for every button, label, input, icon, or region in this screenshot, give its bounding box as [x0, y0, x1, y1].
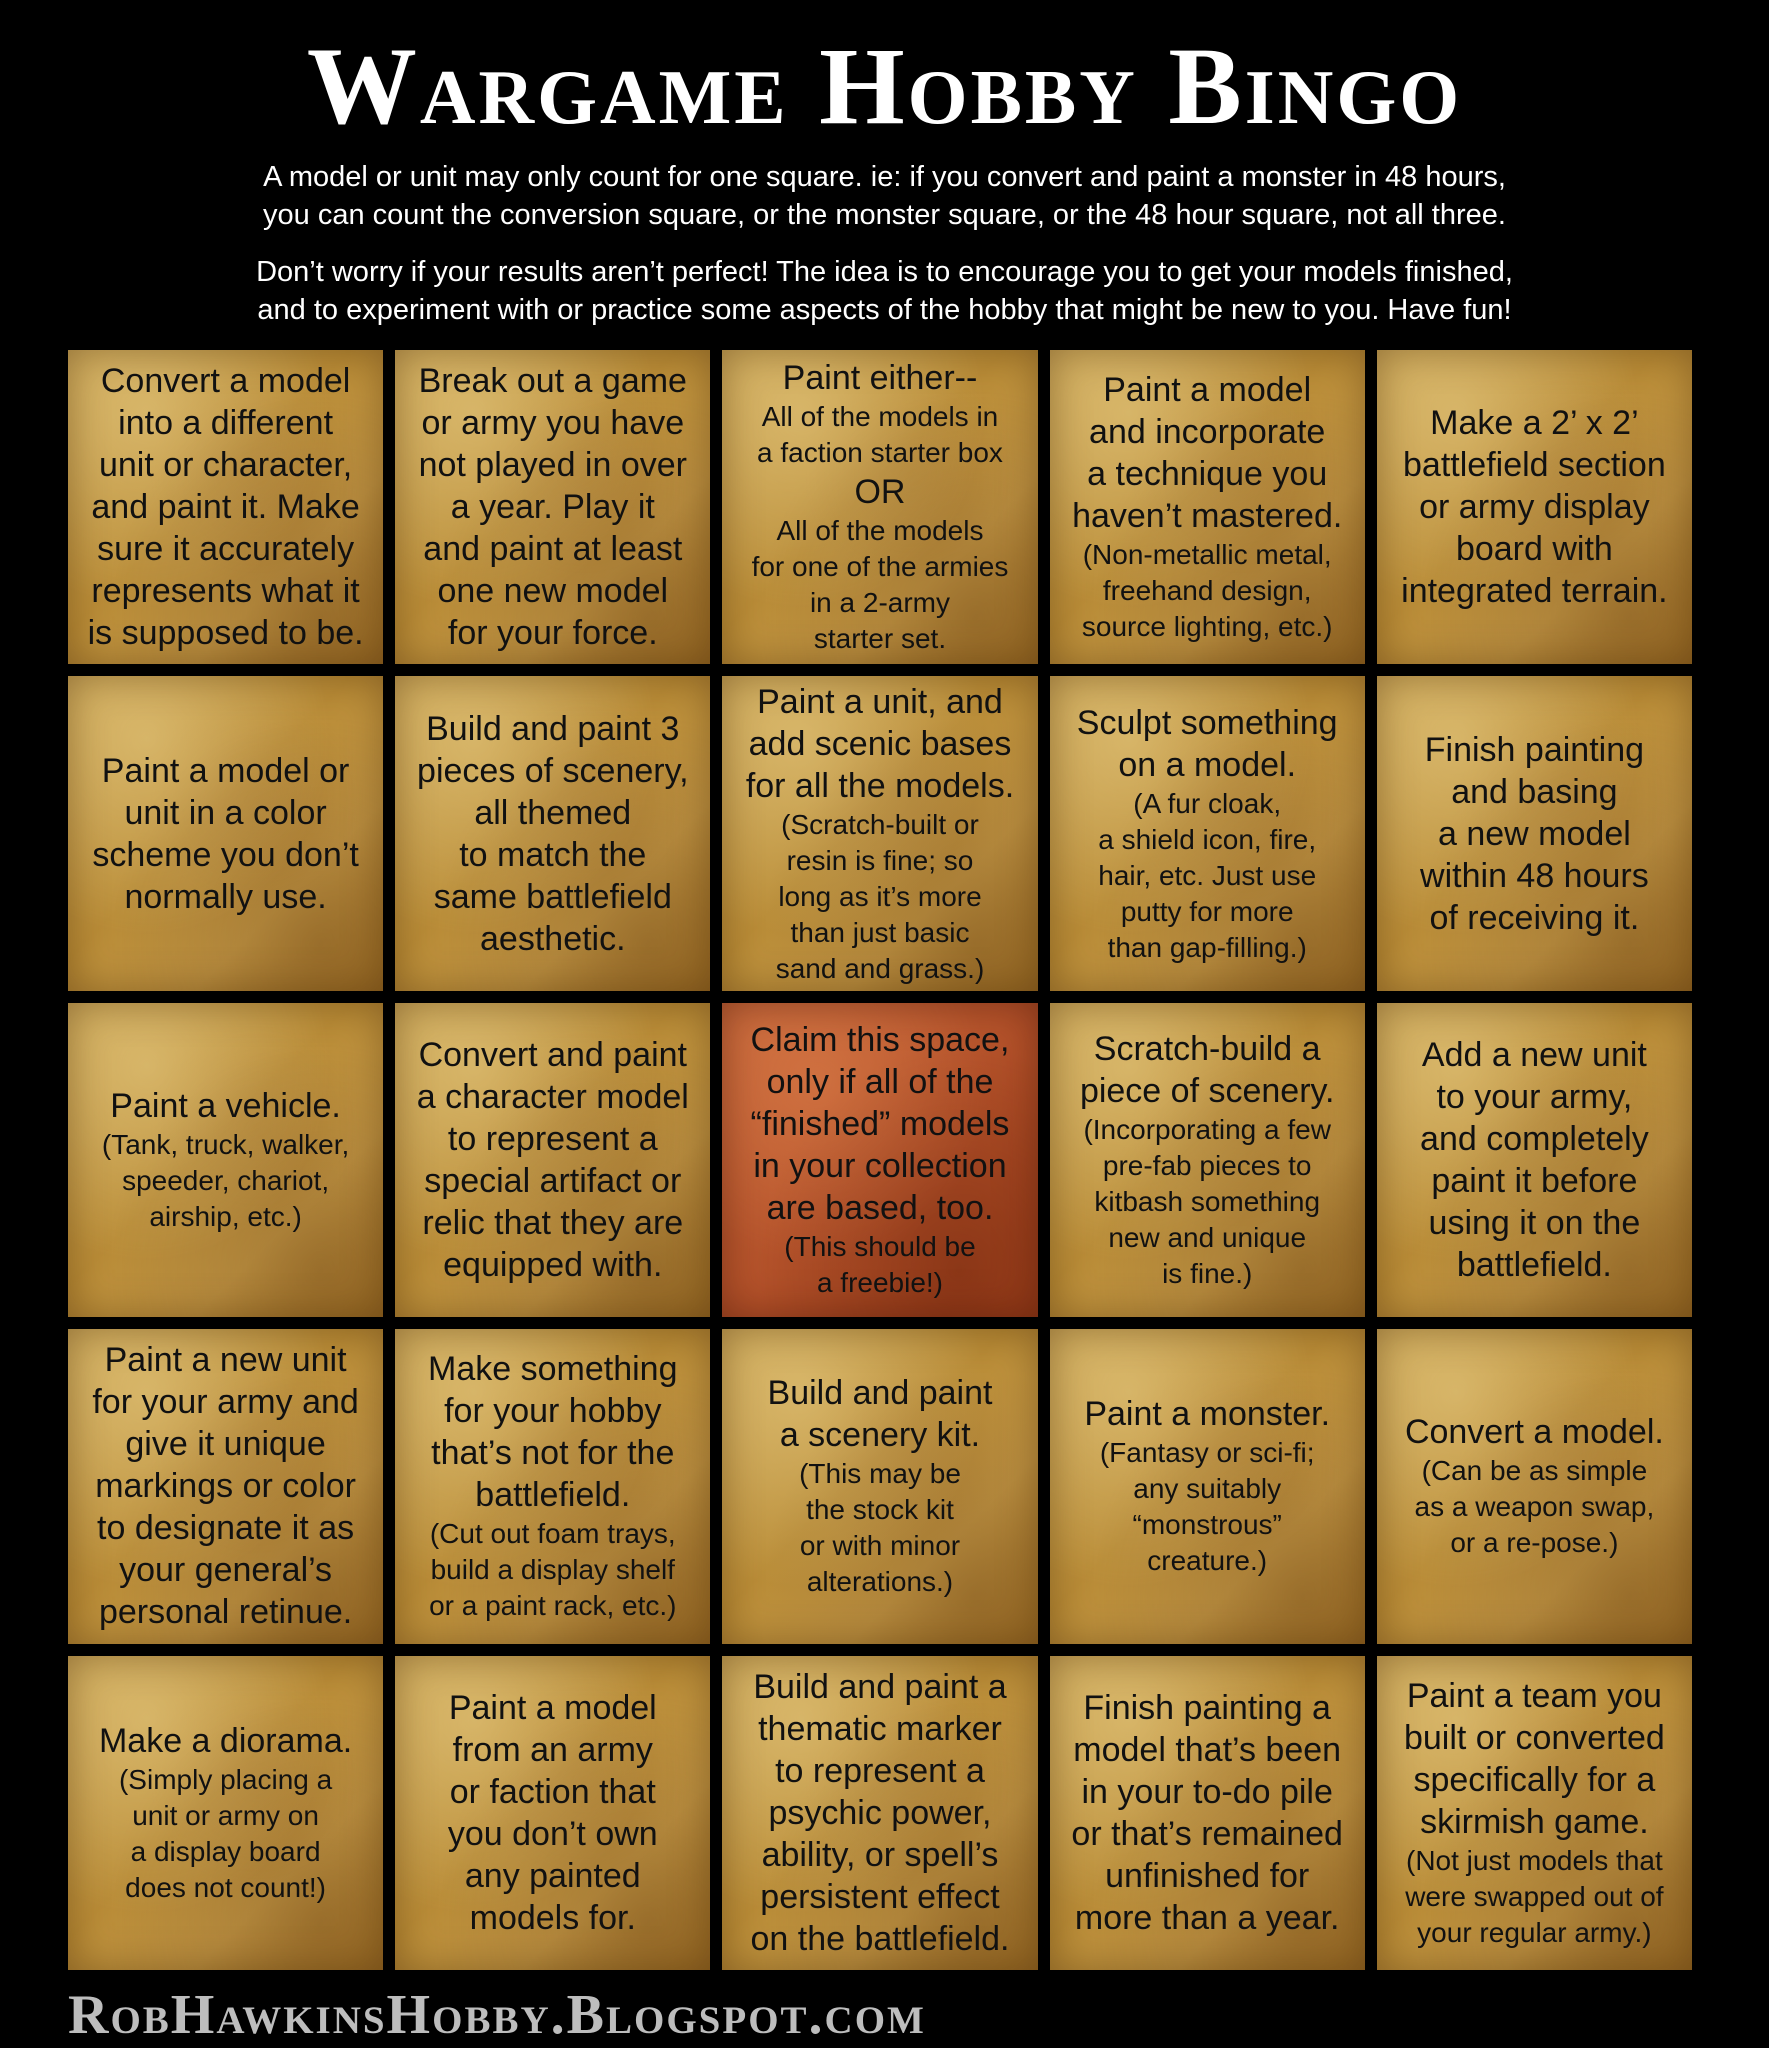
- square-main-text: Paint a unit, and add scenic bases for all the models.: [745, 682, 1015, 805]
- square-main-text: Paint a monster.: [1084, 1395, 1331, 1434]
- square-note-text: (Scratch-built or resin is fine; so long as it’s more than just basic sand and grass.): [775, 808, 985, 984]
- square-main-text: Sculpt something on a model.: [1076, 703, 1338, 784]
- square-note-text: (This should be a freebie!): [784, 1230, 976, 1298]
- square-note-text: (This may be the stock kit or with minor alterations.): [799, 1458, 961, 1598]
- square-main-text: Build and paint a thematic marker to represent a psychic power, ability, or spell’s persistent effect on the battlefield.: [750, 1667, 1010, 1958]
- square-main-text: OR: [854, 473, 906, 512]
- bingo-square[interactable]: [68, 350, 383, 664]
- bingo-square[interactable]: [1050, 350, 1365, 664]
- square-note-text: (A fur cloak, a shield icon, fire, hair, etc. Just use putty for more than gap-filling.): [1098, 787, 1317, 963]
- bingo-square[interactable]: [395, 1003, 710, 1317]
- bingo-square[interactable]: [395, 676, 710, 990]
- bingo-square[interactable]: [1050, 1656, 1365, 1970]
- bingo-square[interactable]: [68, 676, 383, 990]
- bingo-square[interactable]: [68, 1329, 383, 1643]
- bingo-square-free[interactable]: [722, 1003, 1037, 1317]
- page-title: Wargame Hobby Bingo: [306, 25, 1463, 147]
- bingo-square[interactable]: [722, 350, 1037, 664]
- square-note-text: (Can be as simple as a weapon swap, or a re-pose.): [1414, 1455, 1655, 1559]
- footer-url: RobHawkinsHobby.Blogspot.com: [68, 1984, 926, 2046]
- square-note-text: (Non-metallic metal, freehand design, source lighting, etc.): [1081, 539, 1333, 643]
- bingo-square[interactable]: [395, 350, 710, 664]
- bingo-square[interactable]: [1377, 1003, 1692, 1317]
- bingo-square[interactable]: [1050, 1329, 1365, 1643]
- bingo-square[interactable]: [1377, 350, 1692, 664]
- bingo-square[interactable]: [1377, 676, 1692, 990]
- square-note-text: All of the models for one of the armies in a 2-army starter set.: [751, 515, 1009, 655]
- bingo-square[interactable]: [395, 1329, 710, 1643]
- square-main-text: Paint a model from an army or faction that you don’t own any painted models for.: [447, 1688, 658, 1937]
- square-main-text: Build and paint a scenery kit.: [767, 1374, 993, 1455]
- square-main-text: Scratch-build a piece of scenery.: [1079, 1029, 1335, 1110]
- intro-rules-text: A model or unit may only count for one square. ie: if you convert and paint a monster in 48 hours, you can count the conversion square, or the monster square, or the 48 hour square, not all three.: [263, 161, 1506, 231]
- bingo-square[interactable]: [68, 1656, 383, 1970]
- square-note-text: (Not just models that were swapped out of your regular army.): [1405, 1844, 1664, 1948]
- bingo-square[interactable]: [1377, 1656, 1692, 1970]
- square-main-text: Finish painting a model that’s been in your to-do pile or that’s remained unfinished for more than a year.: [1071, 1688, 1343, 1937]
- square-note-text: (Simply placing a unit or army on a display board does not count!): [118, 1763, 333, 1903]
- square-main-text: Paint a vehicle.: [110, 1086, 341, 1125]
- square-main-text: Make a diorama.: [98, 1721, 353, 1760]
- square-note-text: All of the models in a faction starter box: [757, 401, 1003, 469]
- square-main-text: Paint a model and incorporate a technique you haven’t mastered.: [1072, 371, 1343, 536]
- bingo-square[interactable]: [395, 1656, 710, 1970]
- square-note-text: (Cut out foam trays, build a display shelf or a paint rack, etc.): [429, 1518, 677, 1622]
- square-note-text: (Incorporating a few pre-fab pieces to kitbash something new and unique is fine.): [1083, 1113, 1331, 1289]
- square-main-text: Paint a new unit for your army and give it unique markings or color to designate it as your general’s personal retinue.: [92, 1341, 359, 1632]
- square-main-text: Convert a model into a different unit or character, and paint it. Make sure it accurately represents what it is supposed to be.: [87, 362, 364, 653]
- square-main-text: Finish painting and basing a new model within 48 hours of receiving it.: [1420, 730, 1649, 937]
- square-main-text: Convert and paint a character model to represent a special artifact or relic that they are equipped with.: [416, 1035, 689, 1284]
- square-main-text: Paint either--: [782, 359, 978, 398]
- bingo-square[interactable]: [722, 1329, 1037, 1643]
- square-main-text: Add a new unit to your army, and completely paint it before using it on the battlefield.: [1420, 1035, 1649, 1284]
- intro-paragraph-rules: [0, 158, 1769, 234]
- bingo-square[interactable]: [68, 1003, 383, 1317]
- bingo-grid: [68, 350, 1692, 1970]
- bingo-square[interactable]: [1377, 1329, 1692, 1643]
- square-main-text: Claim this space, only if all of the “finished” models in your collection are based, too.: [750, 1020, 1010, 1227]
- square-main-text: Make a 2’ x 2’ battlefield section or army display board with integrated terrain.: [1401, 404, 1668, 611]
- bingo-square[interactable]: [1050, 1003, 1365, 1317]
- square-note-text: (Tank, truck, walker, speeder, chariot, airship, etc.): [101, 1128, 350, 1232]
- bingo-square[interactable]: [1050, 676, 1365, 990]
- square-main-text: Paint a team you built or converted specifically for a skirmish game.: [1403, 1676, 1665, 1841]
- intro-paragraph-encouragement: [0, 253, 1769, 329]
- square-note-text: (Fantasy or sci-fi; any suitably “monstrous” creature.): [1099, 1437, 1315, 1577]
- square-main-text: Break out a game or army you have not played in over a year. Play it and paint at least one new model for your force.: [418, 362, 687, 653]
- intro-encouragement-text: Don’t worry if your results aren’t perfect! The idea is to encourage you to get your models finished, and to experiment with or practice some aspects of the hobby that might be new to you. Have fun!: [256, 256, 1513, 326]
- bingo-square[interactable]: [722, 1656, 1037, 1970]
- square-main-text: Paint a model or unit in a color scheme you don’t normally use.: [92, 751, 359, 916]
- square-main-text: Convert a model.: [1404, 1413, 1664, 1452]
- square-main-text: Build and paint 3 pieces of scenery, all themed to match the same battlefield aesthetic.: [417, 709, 689, 958]
- bingo-square[interactable]: [722, 676, 1037, 990]
- square-main-text: Make something for your hobby that’s not for the battlefield.: [428, 1350, 678, 1515]
